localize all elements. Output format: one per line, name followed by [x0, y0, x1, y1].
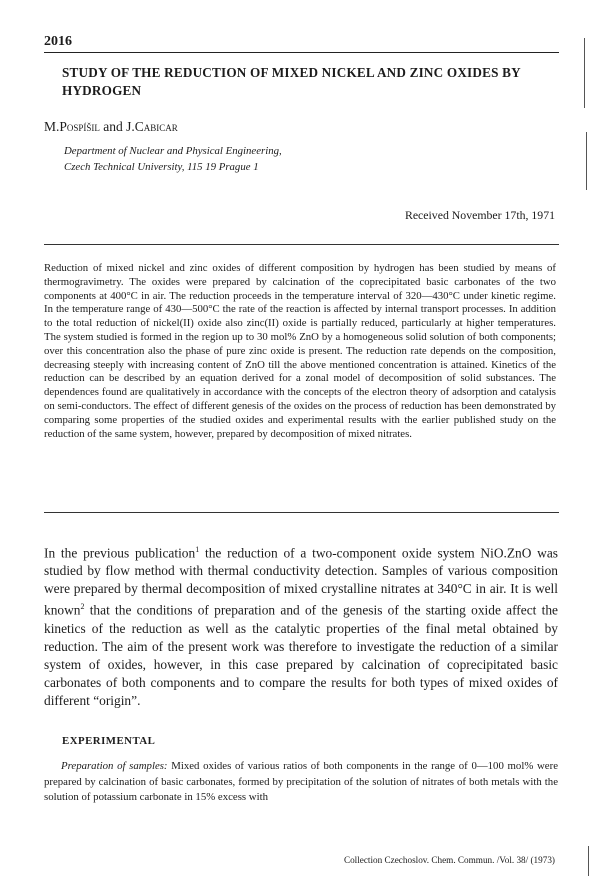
scan-edge-mark-middle: [586, 132, 587, 190]
affiliation-line-1: Department of Nuclear and Physical Engineering,: [64, 145, 282, 157]
reference-1: 1: [195, 545, 200, 554]
intro-text-1: In the previous publication: [44, 545, 196, 561]
reference-2: 2: [80, 602, 85, 612]
abstract-bottom-rule: [44, 512, 559, 513]
scan-edge-mark-bottom: [588, 846, 589, 876]
experimental-paragraph: [44, 759, 558, 806]
page-number: 2016: [44, 34, 72, 49]
preparation-lead: Preparation of samples:: [61, 760, 168, 772]
author-2: J.Cabicar: [126, 119, 178, 134]
author-conjunction: and: [99, 119, 127, 134]
author-line: [44, 119, 178, 135]
intro-text-3: that the conditions of preparation and of the genesis of the starting oxide affect the kinetics of the reduction as well as the catalytic properties of the final metal obtained by reduction. The aim of the present work was therefore to investigate the reduction of a similar system of oxides, however, in this case prepared by calcination of coprecipitated basic carbonates of both components and to compare the results for both types of mixed oxides of different “origin”.: [44, 602, 558, 708]
author-1: M.Pospíšil: [44, 119, 100, 134]
abstract-top-rule: [44, 244, 559, 245]
affiliation-line-2: Czech Technical University, 115 19 Prague 1: [64, 161, 259, 173]
experimental-text: Mixed oxides of various ratios of both components in the range of 0—100 mol% were prepared by calcination of basic carbonates, formed by precipitation of the solution of nitrates of both metals with the solution of potassium carbonate in 15% excess with: [44, 760, 558, 804]
section-heading-experimental: EXPERIMENTAL: [62, 735, 156, 747]
received-date: Received November 17th, 1971: [404, 208, 555, 222]
paper-title: STUDY OF THE REDUCTION OF MIXED NICKEL AND ZINC OXIDES BY HYDROGEN: [62, 65, 521, 98]
abstract: Reduction of mixed nickel and zinc oxides of different composition by hydrogen has been studied by means of thermogravimetry. The oxides were prepared by calcination of the coprecipitated basic carbonates of the two components at 400°C in air. The reduction proceeds in the temperature interval of 320—430°C under kinetic regime. In the temperature range of 430—500°C the rate of the reaction is affected by internal transport processes. In addition to the total reduction of nickel(II) oxide also zinc(II) oxide is partially reduced, particularly at higher temperatures. The system studied is formed in the region up to 30 mol% ZnO by a homogeneous solid solution of both components; over this concentration also the phase of pure zinc oxide is present. The reduction rate depends on the composition, decreasing steeply with increasing content of ZnO till the above mentioned concentration is attained. Kinetics of the reduction can be described by an equation derived for a zonal model of decomposition of solid substances. The dependences found are qualitatively in accordance with the concepts of the electron theory of adsorption and catalysis on semi-conductors. The effect of different genesis of the oxides on the process of reduction has been demonstrated by comparing some properties of the studied oxides and experimental results with the earlier published study on the reduction of the same system, however, prepared by decomposition of mixed nitrates.: [44, 262, 556, 440]
header-rule: [44, 52, 559, 53]
intro-text-2: the reduction of a two-component oxide system NiO.ZnO was studied by flow method with thermal conductivity detection. Samples of various composition were prepared by thermal decomposition of mixed crystalline nitrates at 340°C in air. It is well known: [44, 545, 558, 618]
journal-footer: Collection Czechoslov. Chem. Commun. /Vol. 38/ (1973): [343, 855, 555, 865]
introduction-paragraph: [44, 541, 558, 710]
scan-edge-mark-top: [584, 38, 585, 108]
affiliation: [64, 143, 464, 175]
